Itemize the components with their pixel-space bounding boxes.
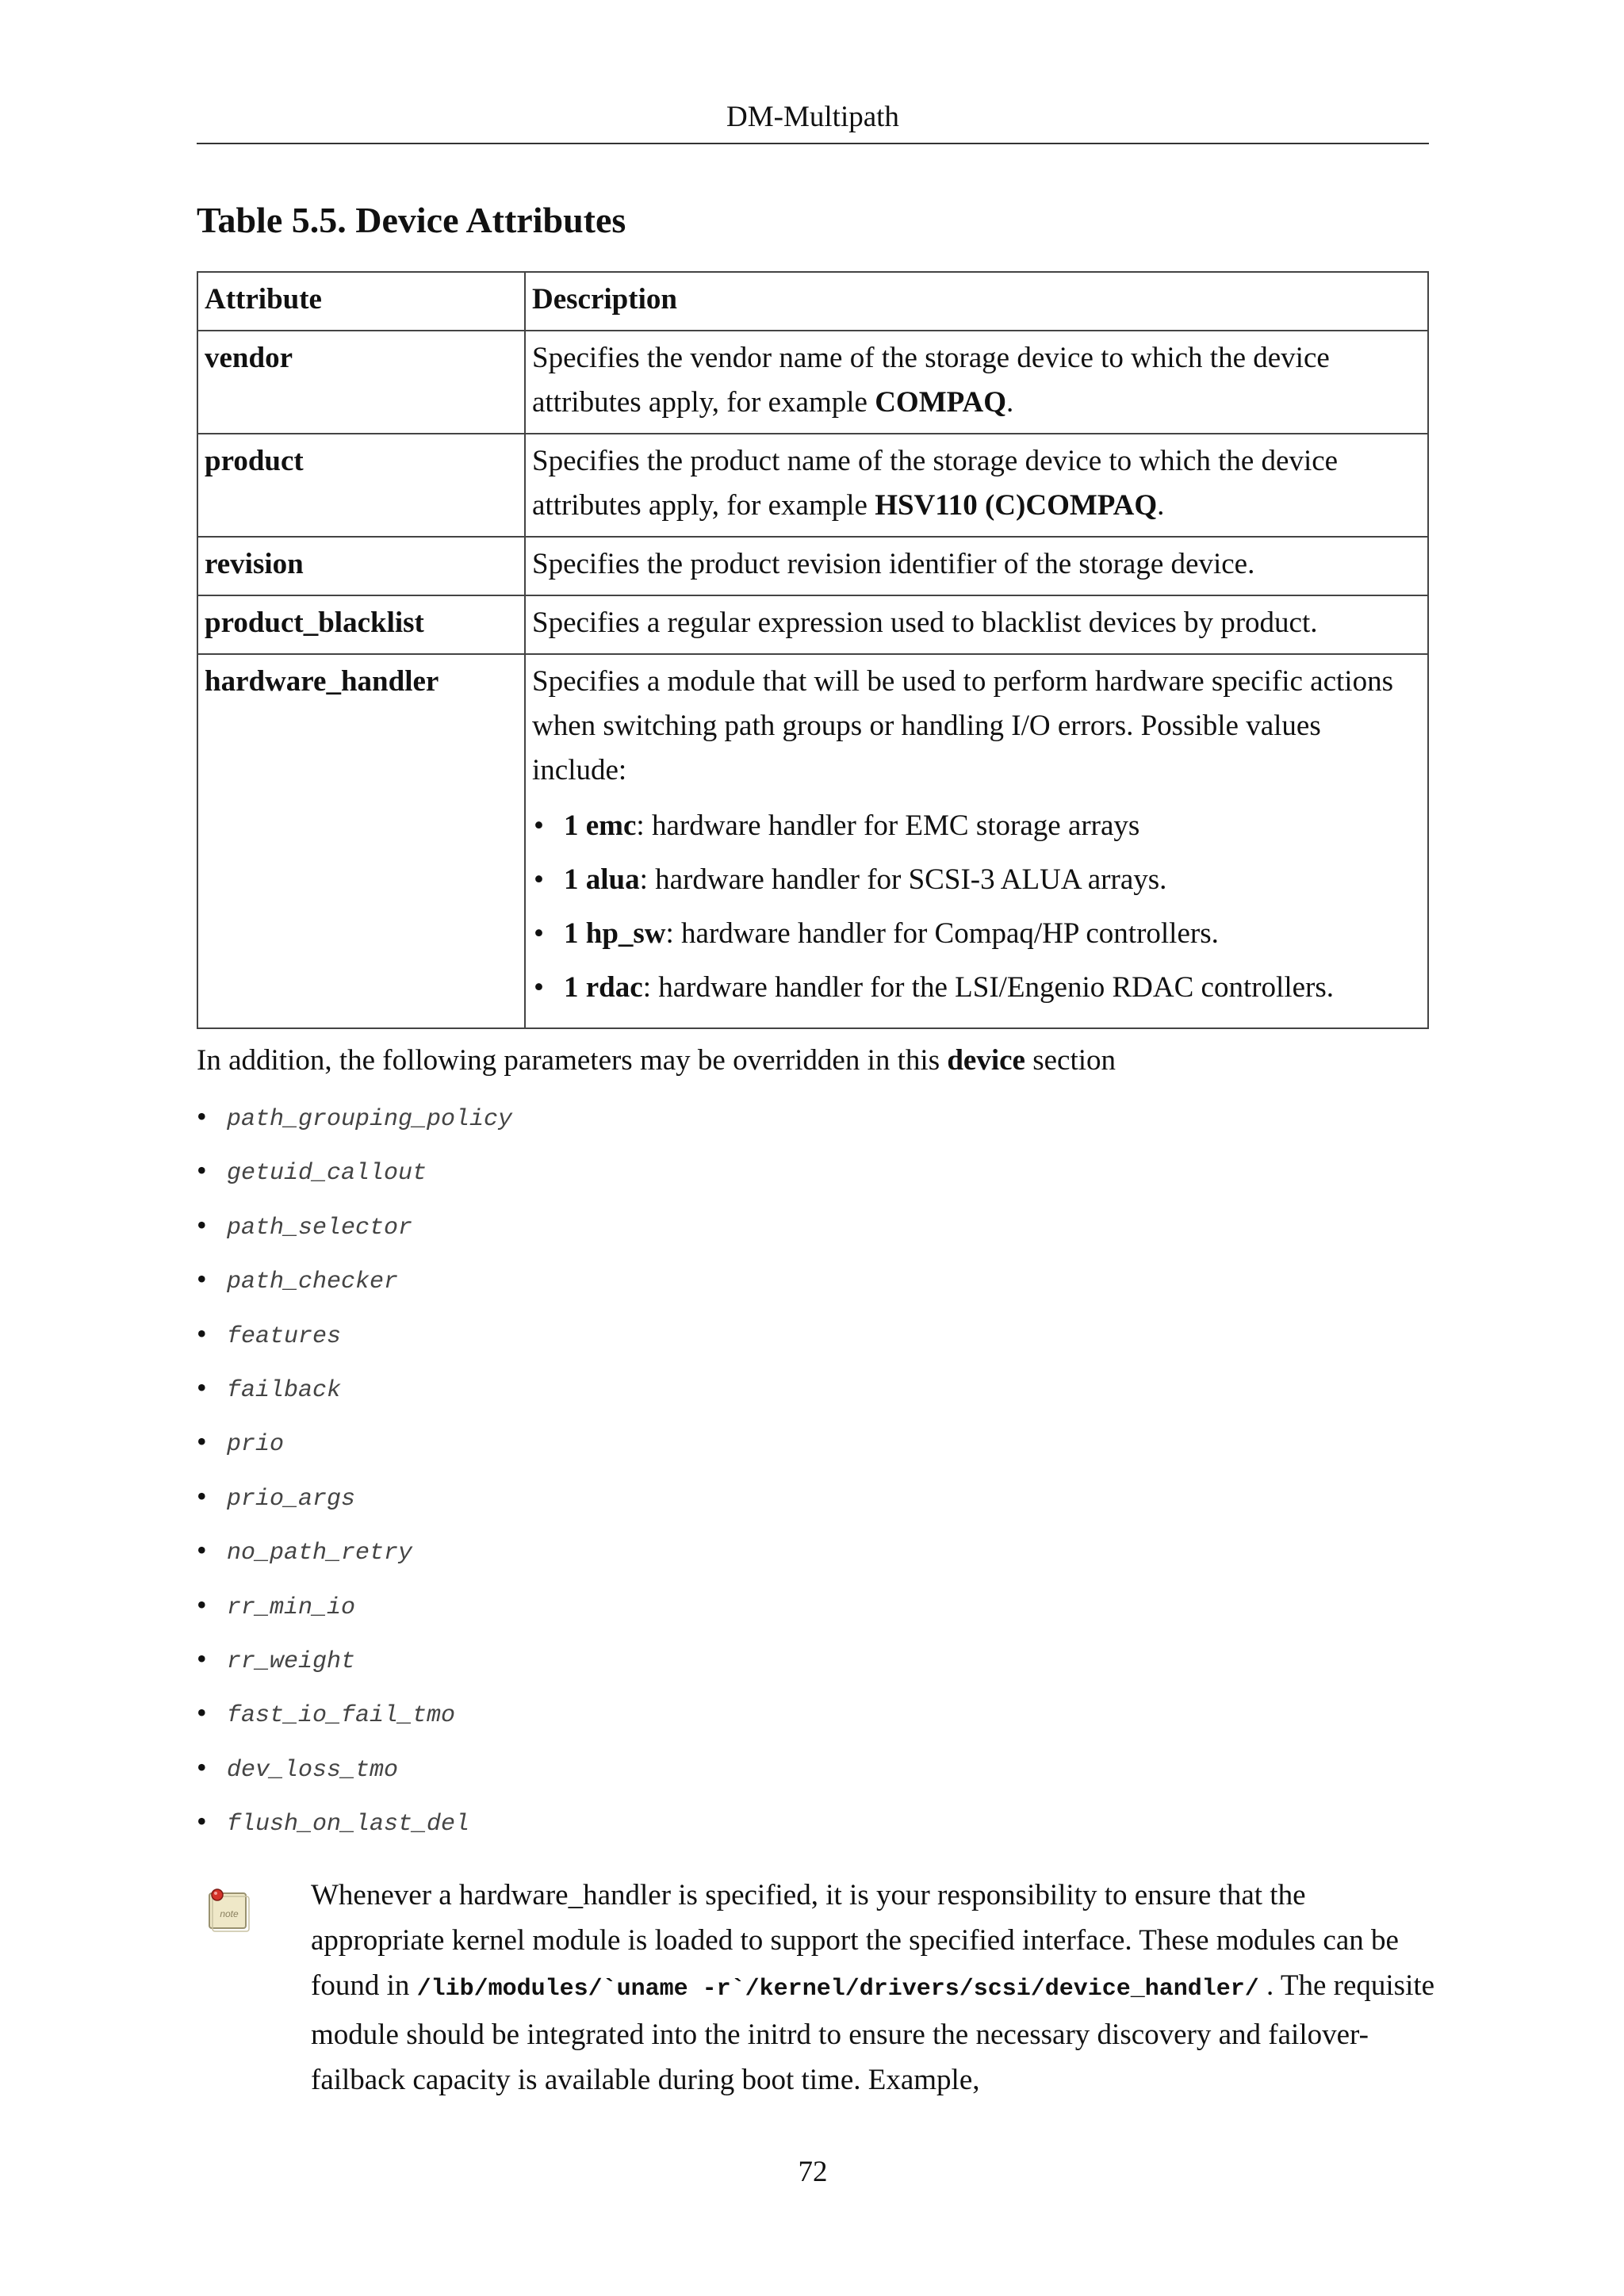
attribute-name: product [197,434,525,537]
running-header: DM-Multipath [197,100,1429,144]
list-item [532,858,1421,902]
description-suffix: . [1157,489,1165,522]
note-icon [206,1887,252,1933]
description-text: Specifies a module that will be used to perform hardware specific actions when switching path groups or handling I/O errors. Possible values include: [532,665,1393,786]
device-attributes-table [197,271,1429,1029]
parameter-item: • rr_weight [197,1640,512,1693]
description-suffix: . [1005,386,1014,419]
attribute-name: revision [197,537,525,595]
parameter-item: • failback [197,1368,512,1422]
list-item [532,804,1421,848]
parameter-item: • rr_min_io [197,1586,512,1640]
handler-value: 1 alua [564,863,640,896]
table-row [197,537,1428,595]
note-text-end: . The requisite module should be integrated into the initrd to ensure the necessary discovery and failover-failback capacity is available during boot time. Example, [311,1969,1435,2096]
parameter-item: • prio [197,1422,512,1476]
note-icon-label: note [220,1908,239,1919]
attribute-name: hardware_handler [197,654,525,1028]
note-text [311,1873,1437,2103]
parameter-item: • no_path_retry [197,1531,512,1585]
handler-description: : hardware handler for SCSI-3 ALUA arrays. [639,863,1167,896]
parameter-item: • dev_loss_tmo [197,1748,512,1802]
parameter-item: • getuid_callout [197,1151,512,1205]
attribute-description: Specifies a regular expression used to blacklist devices by product. [525,595,1428,654]
table-row [197,595,1428,654]
handler-value: 1 hp_sw [564,917,666,950]
attribute-name: product_blacklist [197,595,525,654]
page-number: 72 [798,2156,828,2188]
parameter-item: • path_checker [197,1260,512,1314]
handler-values-list [532,804,1421,1010]
table-header-row [197,272,1428,331]
intro-keyword: device [947,1044,1025,1077]
parameter-list [197,1097,512,1856]
handler-value: 1 emc [564,809,637,842]
table-row [197,331,1428,434]
parameter-item: • prio_args [197,1477,512,1531]
description-text: Specifies the product name of the storage device to which the device attributes apply, for example [532,445,1339,522]
intro-paragraph [197,1039,1429,1083]
parameter-item: • flush_on_last_del [197,1802,512,1856]
description-text: Specifies the vendor name of the storage device to which the device attributes apply, for example [532,342,1330,419]
table-row [197,654,1428,1028]
table-title: Table 5.5. Device Attributes [197,200,626,240]
attribute-description: Specifies the product revision identifier of the storage device. [525,537,1428,595]
list-item [532,912,1421,956]
parameter-item: • features [197,1314,512,1368]
column-header-attribute: Attribute [197,272,525,331]
example-value: COMPAQ [875,386,1006,419]
attribute-description [525,654,1428,1028]
example-value: HSV110 (C)COMPAQ [875,489,1158,522]
note-text-start: Whenever a hardware_handler is specified, it is your responsibility to ensure that the appropriate kernel module is loaded to support the specified interface. These modules can be found in [311,1879,1399,2002]
table-row [197,434,1428,537]
parameter-item: • path_grouping_policy [197,1097,512,1151]
column-header-description: Description [525,272,1428,331]
attribute-description [525,331,1428,434]
handler-description: : hardware handler for EMC storage arrays [636,809,1140,842]
attribute-description [525,434,1428,537]
parameter-item: • path_selector [197,1206,512,1260]
attribute-name: vendor [197,331,525,434]
intro-suffix: section [1025,1044,1116,1077]
handler-value: 1 rdac [564,971,643,1004]
handler-description: : hardware handler for Compaq/HP controllers. [665,917,1219,950]
list-item [532,966,1421,1010]
intro-text: In addition, the following parameters may be overridden in this [197,1044,948,1077]
parameter-item: • fast_io_fail_tmo [197,1693,512,1747]
handler-description: : hardware handler for the LSI/Engenio RDAC controllers. [642,971,1334,1004]
module-path: /lib/modules/`uname -r`/kernel/drivers/scsi/device_handler/ [416,1976,1259,2003]
